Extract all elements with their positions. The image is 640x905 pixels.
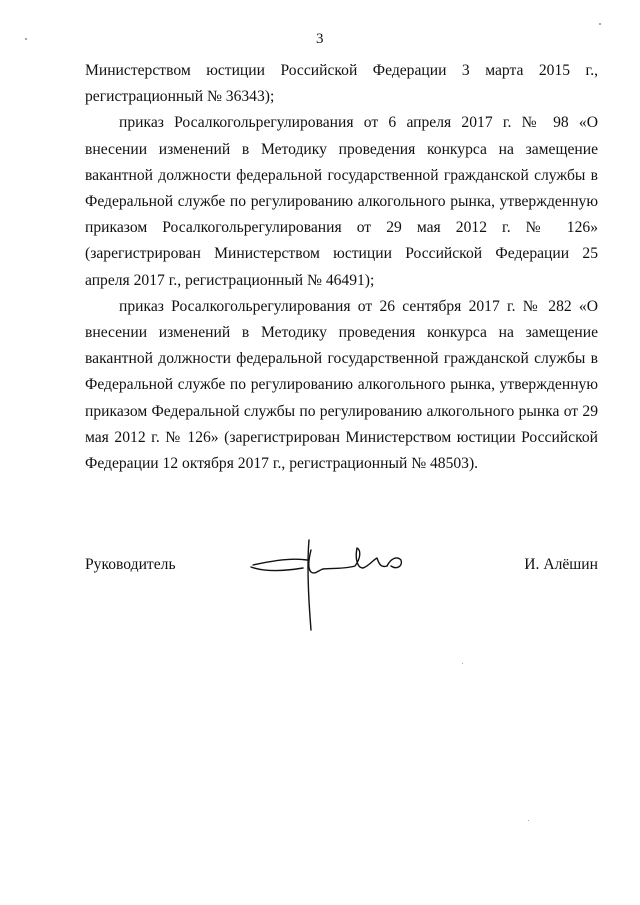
paragraph-order-98: приказ Росалкогольрегулирования от 6 апреля 2017 г. № 98 «О внесении изменений в Методику проведения конкурса на замещение вакантной должности федеральной государственной гражданской службы в Федеральной службе по регулированию алкогольного рынка, утвержденную приказом Росалкогольрегулирования от 29 мая 2012 г. № 126» (зарегистрирован Министерством юстиции Российской Федерации 25 апреля 2017 г., регистрационный № 46491);	[85, 114, 598, 289]
scan-speck	[528, 820, 529, 821]
signature-block	[85, 538, 598, 638]
page-number: 3	[316, 31, 324, 47]
signatory-name: И. Алёшин	[524, 556, 598, 573]
scan-speck	[25, 38, 27, 40]
scan-speck	[599, 23, 601, 25]
handwritten-signature	[245, 538, 445, 633]
paragraph-order-282: приказ Росалкогольрегулирования от 26 сентября 2017 г. № 282 «О внесении изменений в Методику проведения конкурса на замещение вакантной должности федеральной государственной гражданской службы в Федеральной службе по регулированию алкогольного рынка, утвержденную приказом Федеральной службы по регулированию алкогольного рынка от 29 мая 2012 г. № 126» (зарегистрирован Министерством юстиции Российской Федерации 12 октября 2017 г., регистрационный № 48503).	[85, 297, 598, 473]
scan-speck	[462, 663, 463, 664]
signatory-title: Руководитель	[85, 556, 176, 573]
paragraph-continuation: Министерством юстиции Российской Федерации 3 марта 2015 г., регистрационный № 36343);	[85, 62, 598, 106]
document-body	[85, 58, 598, 477]
